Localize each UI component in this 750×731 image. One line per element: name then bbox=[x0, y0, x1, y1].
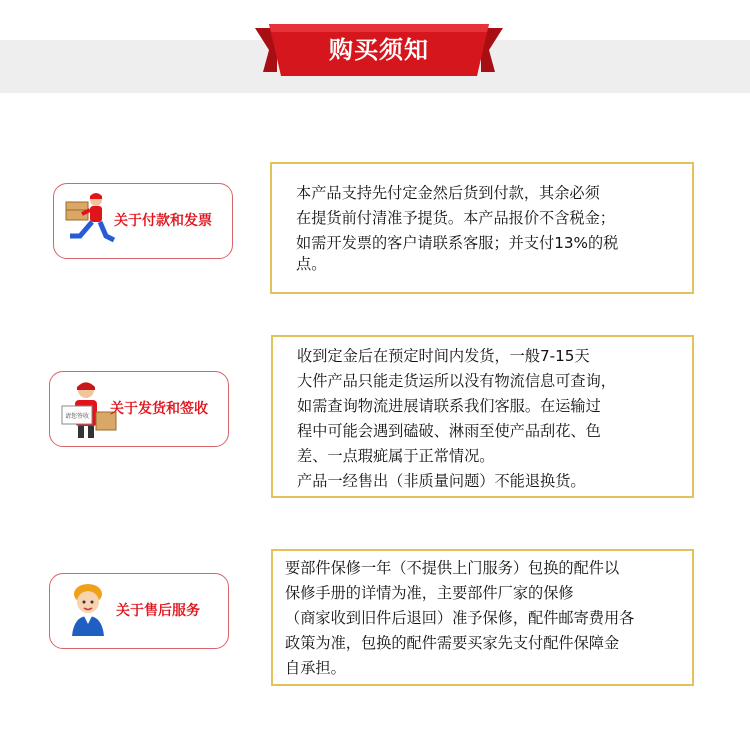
content-line: 大件产品只能走货运所以没有物流信息可查询， bbox=[297, 372, 616, 390]
content-line: 收到定金后在预定时间内发货，一般7-15天 bbox=[297, 347, 590, 365]
page-title: 购买须知 bbox=[329, 36, 429, 64]
title-banner bbox=[255, 24, 503, 76]
content-line: 点。 bbox=[296, 255, 327, 273]
section-content-aftersales bbox=[271, 549, 694, 686]
content-line: 本产品支持先付定金然后货到付款，其余必须 bbox=[296, 184, 600, 202]
section-label-text: 关于售后服务 bbox=[116, 603, 200, 619]
section-label-payment bbox=[53, 183, 233, 259]
service-agent-icon bbox=[58, 580, 120, 644]
section-content-shipping bbox=[271, 335, 694, 498]
content-line: 在提货前付清准予提货。本产品报价不含税金； bbox=[296, 209, 615, 227]
content-line: 差、一点瑕疵属于正常情况。 bbox=[297, 447, 495, 465]
section-label-aftersales bbox=[49, 573, 229, 649]
section-content-payment bbox=[270, 162, 694, 294]
content-line: 如需查询物流进展请联系我们客服。在运输过 bbox=[297, 397, 601, 415]
icon-badge-text: 请您签收 bbox=[64, 413, 90, 420]
content-line: 产品一经售出（非质量问题）不能退换货。 bbox=[297, 472, 586, 490]
content-line: 自承担。 bbox=[285, 659, 346, 677]
content-line: （商家收到旧件后退回）准予保修，配件邮寄费用各 bbox=[285, 609, 635, 627]
section-label-text: 关于付款和发票 bbox=[114, 213, 212, 229]
content-line: 如需开发票的客户请联系客服；并支付13%的税 bbox=[296, 234, 619, 252]
content-line: 政策为准，包换的配件需要买家先支付配件保障金 bbox=[285, 634, 620, 652]
content-line: 保修手册的详情为准，主要部件厂家的保修 bbox=[285, 584, 574, 602]
content-line: 程中可能会遇到磕破、淋雨至使产品刮花、色 bbox=[297, 422, 601, 440]
section-label-text: 关于发货和签收 bbox=[110, 401, 208, 417]
content-line: 要部件保修一年（不提供上门服务）包换的配件以 bbox=[285, 559, 620, 577]
section-label-shipping bbox=[49, 371, 229, 447]
